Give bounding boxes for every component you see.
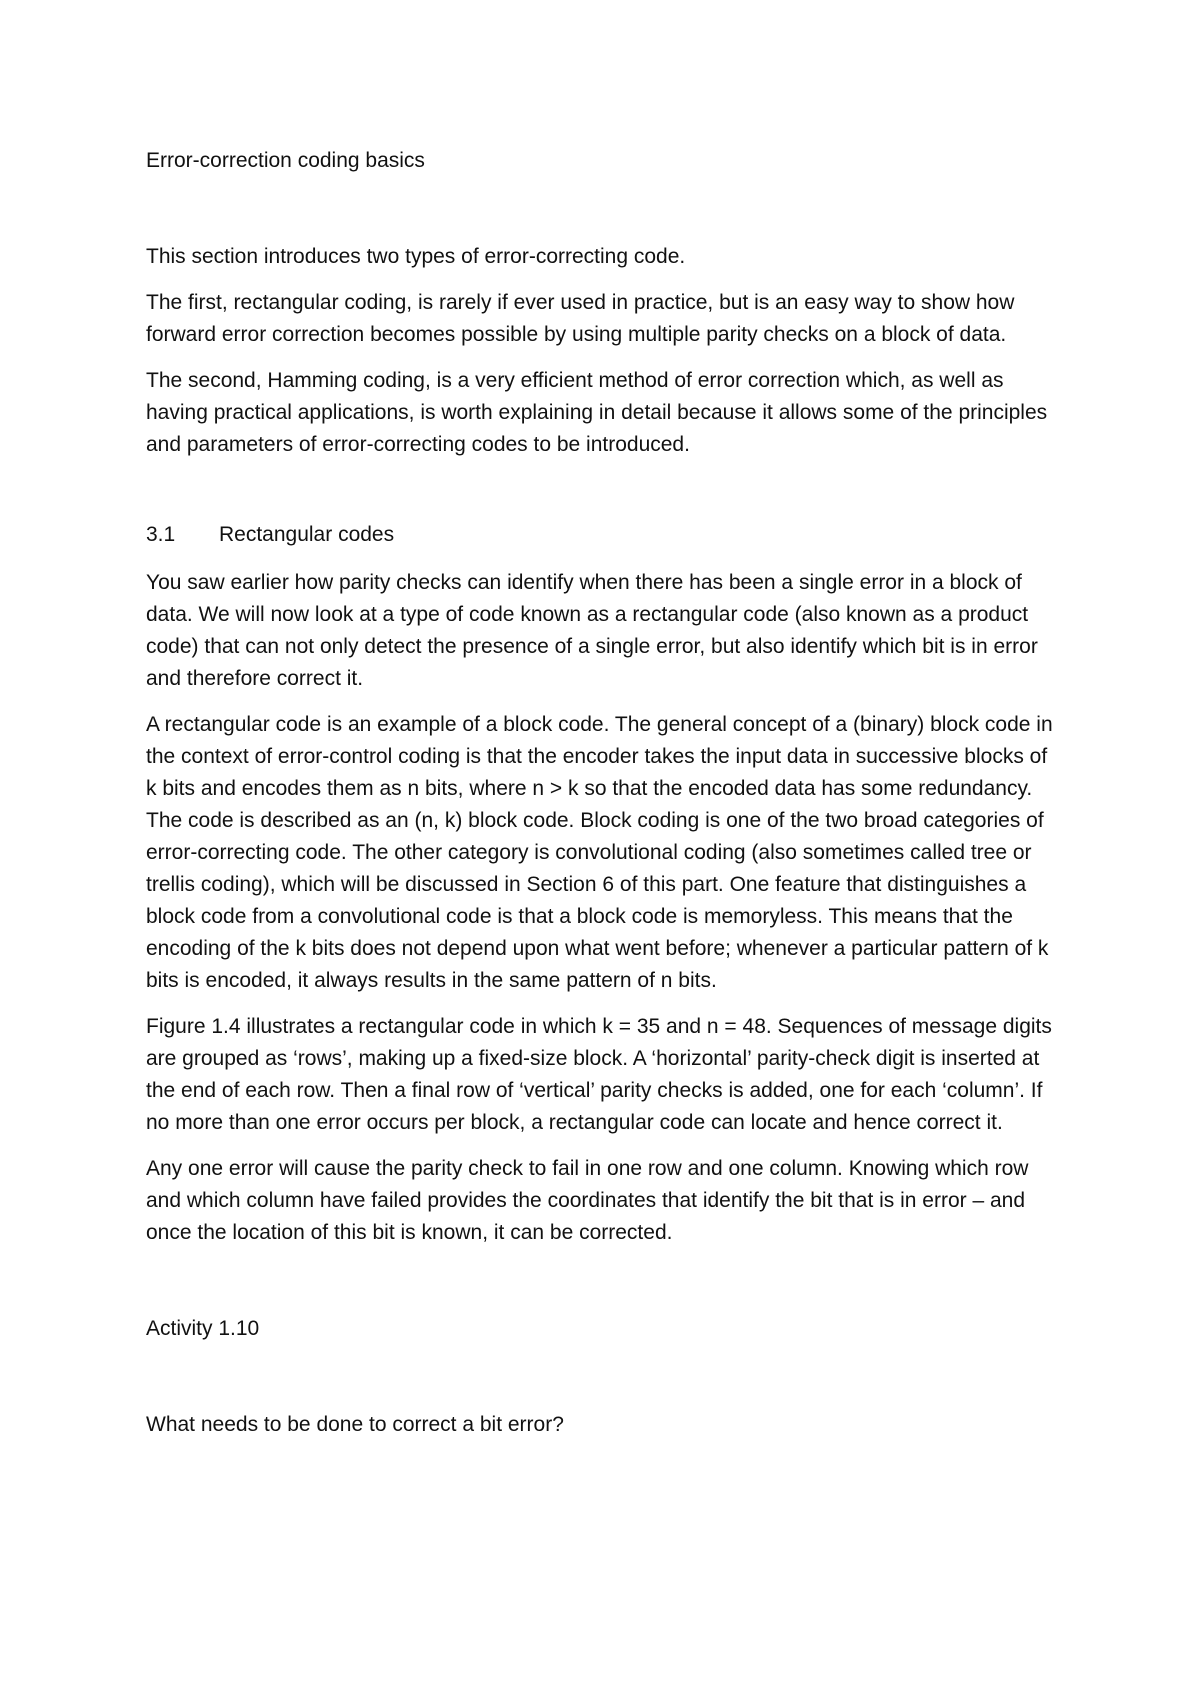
intro-paragraph: The first, rectangular coding, is rarely if ever used in practice, but is an easy way to show how forward error correction becomes possible by using multiple parity checks on a block of data. bbox=[146, 291, 1015, 346]
section-heading bbox=[146, 519, 1054, 551]
intro-paragraph: The second, Hamming coding, is a very efficient method of error correction which, as well as having practical applications, is worth explaining in detail because it allows some of the principles and parameters of error-correcting codes to be introduced. bbox=[146, 369, 1048, 456]
activity-title: Activity 1.10 bbox=[146, 1317, 260, 1340]
section-paragraph: You saw earlier how parity checks can identify when there has been a single error in a block of data. We will now look at a type of code known as a rectangular code (also known as a product code) that can not only detect the presence of a single error, but also identify which bit is in error and therefore correct it. bbox=[146, 571, 1038, 690]
section-paragraph: Any one error will cause the parity check to fail in one row and one column. Knowing which row and which column have failed provides the coordinates that identify the bit that is in error – and once the location of this bit is known, it can be corrected. bbox=[146, 1157, 1029, 1244]
document-title: Error-correction coding basics bbox=[146, 149, 425, 172]
intro-paragraph: This section introduces two types of error-correcting code. bbox=[146, 245, 686, 268]
section-number: 3.1 bbox=[146, 523, 176, 546]
section-title: Rectangular codes bbox=[219, 523, 395, 546]
section-paragraph: Figure 1.4 illustrates a rectangular code in which k = 35 and n = 48. Sequences of message digits are grouped as ‘rows’, making up a fixed-size block. A ‘horizontal’ parity-check digit is inserted at the end of each row. Then a final row of ‘vertical’ parity checks is added, one for each ‘column’. If no more than one error occurs per block, a rectangular code can locate and hence correct it. bbox=[146, 1015, 1052, 1134]
section-paragraph: A rectangular code is an example of a block code. The general concept of a (binary) block code in the context of error-control coding is that the encoder takes the input data in successive blocks of k bits and encodes them as n bits, where n > k so that the encoded data has some redundancy. The code is described as an (n, k) block code. Block coding is one of the two broad categories of error-correcting code. The other category is convolutional coding (also sometimes called tree or trellis coding), which will be discussed in Section 6 of this part. One feature that distinguishes a block code from a convolutional code is that a block code is memoryless. This means that the encoding of the k bits does not depend upon what went before; whenever a particular pattern of k bits is encoded, it always results in the same pattern of n bits. bbox=[146, 713, 1053, 992]
activity-question: What needs to be done to correct a bit error? bbox=[146, 1413, 564, 1436]
